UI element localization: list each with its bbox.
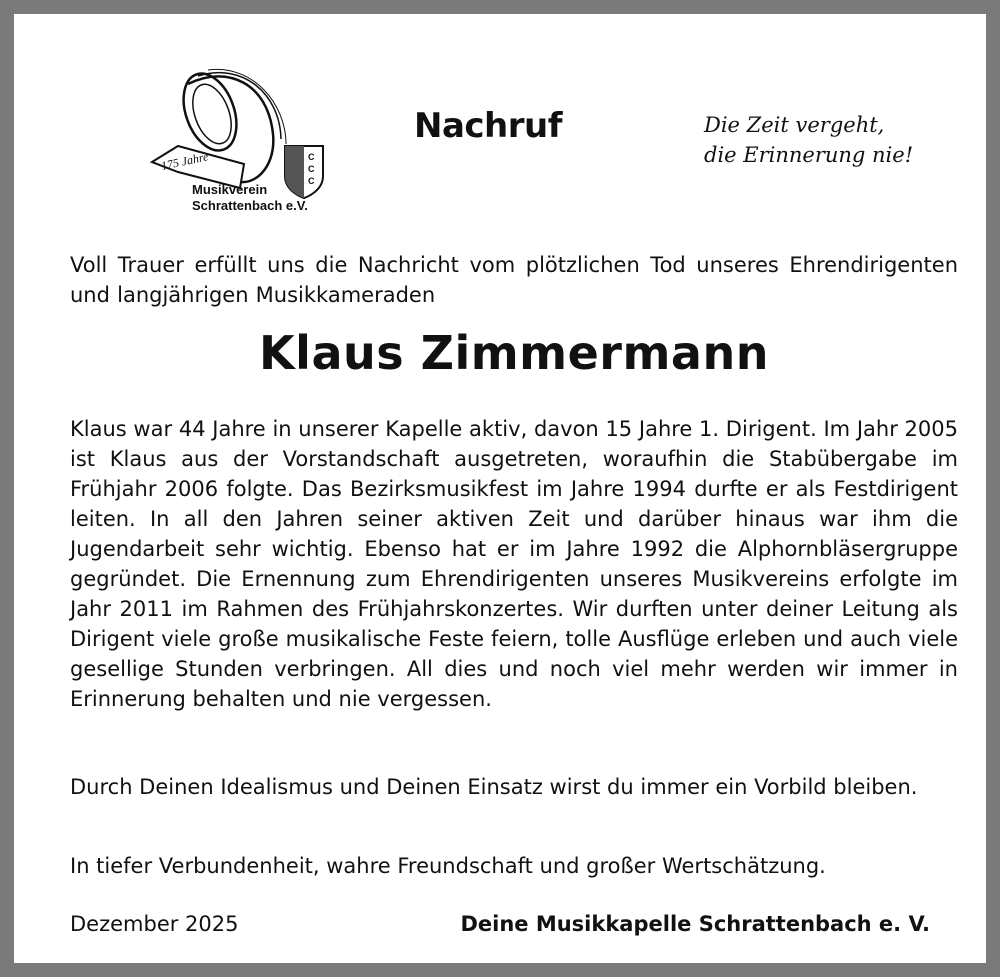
- motto-line2: die Erinnerung nie!: [704, 143, 914, 167]
- svg-text:C: C: [308, 152, 315, 162]
- closing-text: In tiefer Verbundenheit, wahre Freundschaft und großer Wertschätzung.: [70, 854, 826, 878]
- motto-line1: Die Zeit vergeht,: [704, 113, 885, 137]
- logo-anniversary-text: 175 Jahre: [159, 149, 210, 173]
- intro-text: Voll Trauer erfüllt uns die Nachricht vom plötzlichen Tod unseres Ehrendirigenten und langjährigen Musikkameraden: [70, 253, 958, 307]
- svg-text:C: C: [308, 176, 315, 186]
- signature-text: Deine Musikkapelle Schrattenbach e. V.: [460, 912, 930, 936]
- svg-text:C: C: [308, 164, 315, 174]
- biography-text: Klaus war 44 Jahre in unserer Kapelle aktiv, davon 15 Jahre 1. Dirigent. Im Jahr 2005 ist Klaus aus der Vorstandschaft ausgetreten, woraufhin die Stabübergabe im Frühjahr 2006 folgte. Das Bezirksmusikfest im Jahre 1994 durfte er als Festdirigent leiten. In all den Jahren seiner aktiven Zeit und darüber hinaus war ihm die Jugendarbeit sehr wichtig. Ebenso hat er im Jahre 1992 die Alphornbläsergruppe gegründet. Die Ernennung zum Ehrendirigenten unseres Musikvereins erfolgte im Jahr 2011 im Rahmen des Frühjahrskonzertes. Wir durften unter deiner Leitung als Dirigent viele große musikalische Feste feiern, tolle Ausflüge erleben und auch viele gesellige Stunden verbringen. All dies und noch viel mehr werden wir immer in Erinnerung behalten und nie vergessen.: [70, 417, 958, 711]
- logo-club-line1: Musikverein: [192, 182, 268, 197]
- motto: [704, 110, 913, 170]
- deceased-name: Klaus Zimmermann: [259, 326, 769, 380]
- page-title: Nachruf: [414, 106, 563, 146]
- logo-club-name: [192, 182, 308, 214]
- date-text: Dezember 2025: [70, 912, 239, 936]
- logo-club-line2: Schrattenbach e.V.: [192, 198, 308, 213]
- tribute-text: Durch Deinen Idealismus und Deinen Einsatz wirst du immer ein Vorbild bleiben.: [70, 775, 918, 799]
